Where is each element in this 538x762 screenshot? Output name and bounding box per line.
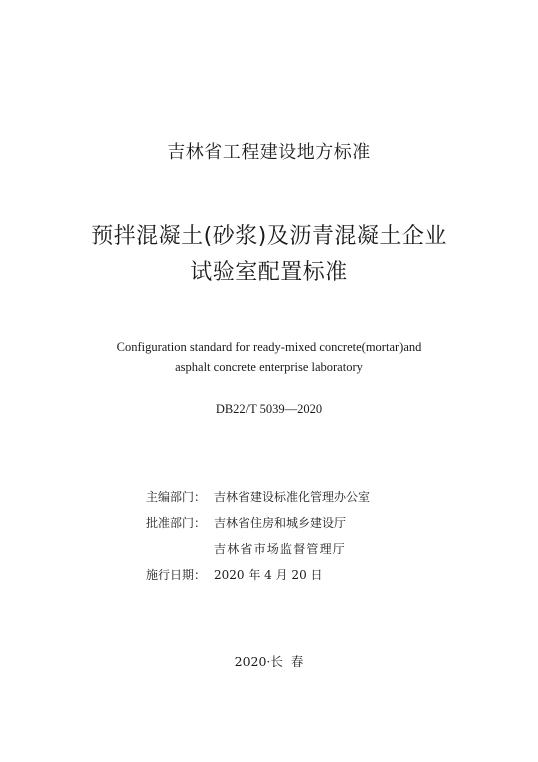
approver-department-value-1: 吉林省住房和城乡建设厅 bbox=[214, 516, 347, 530]
document-title-line-2: 试验室配置标准 bbox=[190, 260, 348, 285]
effective-date-value: 2020 年 4 月 20 日 bbox=[214, 568, 323, 582]
english-title-line-2: asphalt concrete enterprise laboratory bbox=[175, 360, 363, 374]
approver-department-value-2: 吉林省市场监督管理厅 bbox=[214, 542, 347, 556]
effective-date-label: 施行日期： bbox=[146, 568, 207, 582]
english-title-line-1: Configuration standard for ready-mixed concrete(mortar)and bbox=[116, 340, 422, 354]
standard-code: DB22/T 5039—2020 bbox=[215, 402, 323, 416]
editor-department-label: 主编部门： bbox=[146, 490, 207, 504]
approver-department-label: 批准部门： bbox=[146, 516, 207, 530]
publication-place-year: 2020·长 春 bbox=[234, 654, 304, 669]
editor-department-value: 吉林省建设标准化管理办公室 bbox=[214, 490, 371, 504]
standard-series-heading: 吉林省工程建设地方标准 bbox=[167, 142, 371, 163]
document-title-line-1: 预拌混凝土(砂浆)及沥青混凝土企业 bbox=[91, 224, 447, 249]
